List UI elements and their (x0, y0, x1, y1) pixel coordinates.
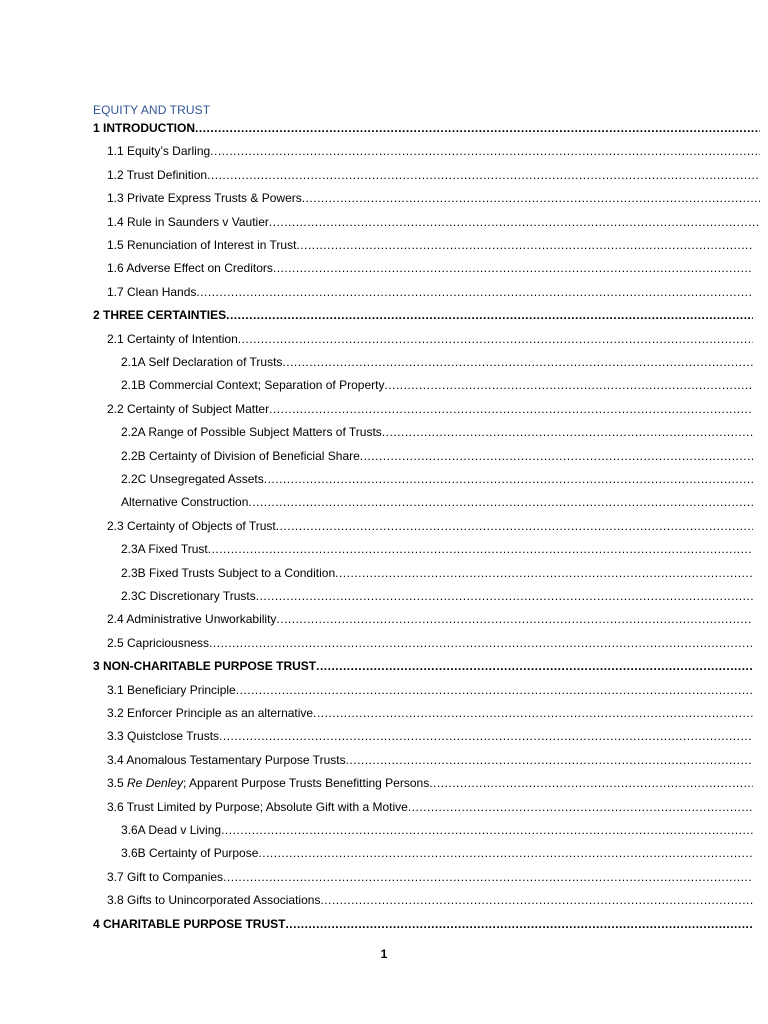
toc-entry[interactable] (121, 353, 753, 371)
dot-leader (346, 751, 753, 769)
page-number: 1 (380, 947, 388, 961)
toc-entry-label: Alternative Construction (121, 495, 249, 510)
toc-entry[interactable] (93, 119, 760, 137)
toc-entry[interactable] (93, 306, 753, 324)
dot-leader (285, 915, 753, 933)
toc-entry-label: 3 NON-CHARITABLE PURPOSE TRUST (93, 659, 317, 674)
toc-entry-label: 2.4 Administrative Unworkability (107, 612, 277, 627)
toc-entry[interactable] (121, 844, 753, 862)
toc-entry[interactable] (121, 540, 753, 558)
toc-entry-label: 1.6 Adverse Effect on Creditors (107, 261, 273, 276)
toc-entry-label: 2.2A Range of Possible Subject Matters of Trusts (121, 425, 382, 440)
toc-entry[interactable] (107, 142, 760, 160)
dot-leader (219, 727, 753, 745)
toc-entry[interactable] (121, 376, 753, 394)
dot-leader (276, 610, 753, 628)
document-title: EQUITY AND TRUST (93, 103, 211, 117)
toc-entry[interactable] (107, 610, 753, 628)
dot-leader (302, 189, 760, 207)
dot-leader (384, 376, 753, 394)
dot-leader (248, 493, 753, 511)
toc-entry[interactable] (107, 868, 753, 886)
toc-entry-label: 1.3 Private Express Trusts & Powers (107, 191, 302, 206)
toc-entry[interactable] (107, 330, 753, 348)
toc-entry[interactable] (121, 447, 753, 465)
toc-entry-label: 3.3 Quistclose Trusts (107, 729, 220, 744)
toc-entry[interactable] (107, 400, 753, 418)
toc-entry[interactable] (107, 236, 753, 254)
toc-entry[interactable] (107, 517, 753, 535)
toc-entry-label: 3.2 Enforcer Principle as an alternative (107, 706, 314, 720)
dot-leader (316, 657, 753, 675)
dot-leader (207, 166, 760, 184)
dot-leader (256, 587, 753, 605)
toc-entry-label: 4 CHARITABLE PURPOSE TRUST (93, 916, 286, 931)
toc-entry[interactable] (107, 727, 753, 745)
dot-leader (210, 142, 760, 160)
toc-entry-label: 2.1A Self Declaration of Trusts (121, 355, 283, 369)
toc-entry[interactable] (107, 681, 753, 699)
dot-leader (273, 259, 753, 277)
toc-entry[interactable] (107, 798, 753, 816)
dot-leader (226, 306, 753, 324)
dot-leader (264, 470, 753, 488)
dot-leader (269, 400, 753, 418)
toc-entry-label (107, 774, 429, 792)
dot-leader (195, 119, 760, 137)
dot-leader (238, 330, 753, 348)
toc-entry-label: 1.4 Rule in Saunders v Vautier (107, 214, 269, 229)
toc-entry-label-suffix: ; Apparent Purpose Trusts Benefitting Persons (183, 776, 430, 791)
toc-entry-label: 2.1B Commercial Context; Separation of Property (121, 378, 385, 393)
toc-entry[interactable] (107, 283, 753, 301)
dot-leader (208, 540, 753, 558)
toc-entry[interactable] (107, 213, 760, 231)
dot-leader (223, 868, 753, 886)
dot-leader (335, 564, 753, 582)
toc-entry-label: 2.1 Certainty of Intention (107, 331, 238, 346)
toc-entry[interactable] (121, 821, 753, 839)
toc-entry-label: 1.1 Equity’s Darling (107, 144, 211, 159)
toc-entry-label: 3.6A Dead v Living (121, 823, 222, 837)
toc-entry[interactable] (107, 704, 753, 722)
toc-entry-label: 3.6B Certainty of Purpose (121, 846, 259, 861)
toc-entry-label: 1.2 Trust Definition (107, 167, 208, 182)
dot-leader (429, 774, 753, 792)
toc-entry[interactable] (121, 564, 753, 582)
toc-entry-label: 1.7 Clean Hands (107, 284, 197, 299)
toc-entry[interactable] (107, 891, 753, 909)
dot-leader (221, 821, 753, 839)
toc-entry-label: 3.7 Gift to Companies (107, 869, 224, 884)
toc-entry-label-italic: Re Denley (127, 776, 184, 791)
toc-entry[interactable] (107, 634, 753, 652)
toc-entry[interactable] (107, 189, 760, 207)
toc-entry-label-prefix: 3.5 (107, 776, 128, 791)
toc-entry-label: 2.3A Fixed Trust (121, 542, 208, 557)
toc-entry[interactable] (107, 774, 753, 792)
toc-entry-label: 3.1 Beneficiary Principle (107, 682, 236, 697)
dot-leader (382, 423, 753, 441)
toc-entry[interactable] (107, 259, 753, 277)
dot-leader (209, 634, 753, 652)
toc-entry[interactable] (121, 587, 753, 605)
toc-entry[interactable] (107, 751, 753, 769)
toc-entry-label: 2.5 Capriciousness (107, 635, 210, 650)
toc-entry[interactable] (121, 423, 753, 441)
toc-entry-label: 2.3C Discretionary Trusts (121, 589, 256, 603)
toc-entry-label: 2.2B Certainty of Division of Beneficial Share (121, 448, 360, 463)
dot-leader (320, 891, 753, 909)
dot-leader (196, 283, 753, 301)
dot-leader (258, 844, 753, 862)
dot-leader (276, 517, 753, 535)
toc-entry-label: 3.8 Gifts to Unincorporated Associations (107, 893, 321, 908)
toc-entry-label: 1 INTRODUCTION (93, 121, 195, 135)
toc-entry[interactable] (121, 470, 753, 488)
toc-entry[interactable] (93, 915, 753, 933)
dot-leader (313, 704, 753, 722)
toc-entry-label: 1.5 Renunciation of Interest in Trust (107, 238, 297, 252)
toc-entry[interactable] (121, 493, 753, 511)
dot-leader (269, 213, 760, 231)
dot-leader (360, 447, 753, 465)
dot-leader (408, 798, 753, 816)
dot-leader (236, 681, 753, 699)
toc-entry-label: 2.2C Unsegregated Assets (121, 472, 264, 486)
dot-leader (282, 353, 753, 371)
toc-entry-label: 3.6 Trust Limited by Purpose; Absolute Gift with a Motive (107, 799, 408, 814)
toc-entry[interactable] (107, 166, 760, 184)
dot-leader (296, 236, 753, 254)
toc-entry-label: 2 THREE CERTAINTIES (93, 308, 227, 323)
toc-entry[interactable] (93, 657, 753, 675)
toc-entry-label: 2.3B Fixed Trusts Subject to a Condition (121, 565, 336, 580)
toc-entry-label: 2.2 Certainty of Subject Matter (107, 401, 270, 416)
toc-entry-label: 3.4 Anomalous Testamentary Purpose Trusts (107, 752, 346, 767)
toc-entry-label: 2.3 Certainty of Objects of Trust (107, 518, 276, 533)
